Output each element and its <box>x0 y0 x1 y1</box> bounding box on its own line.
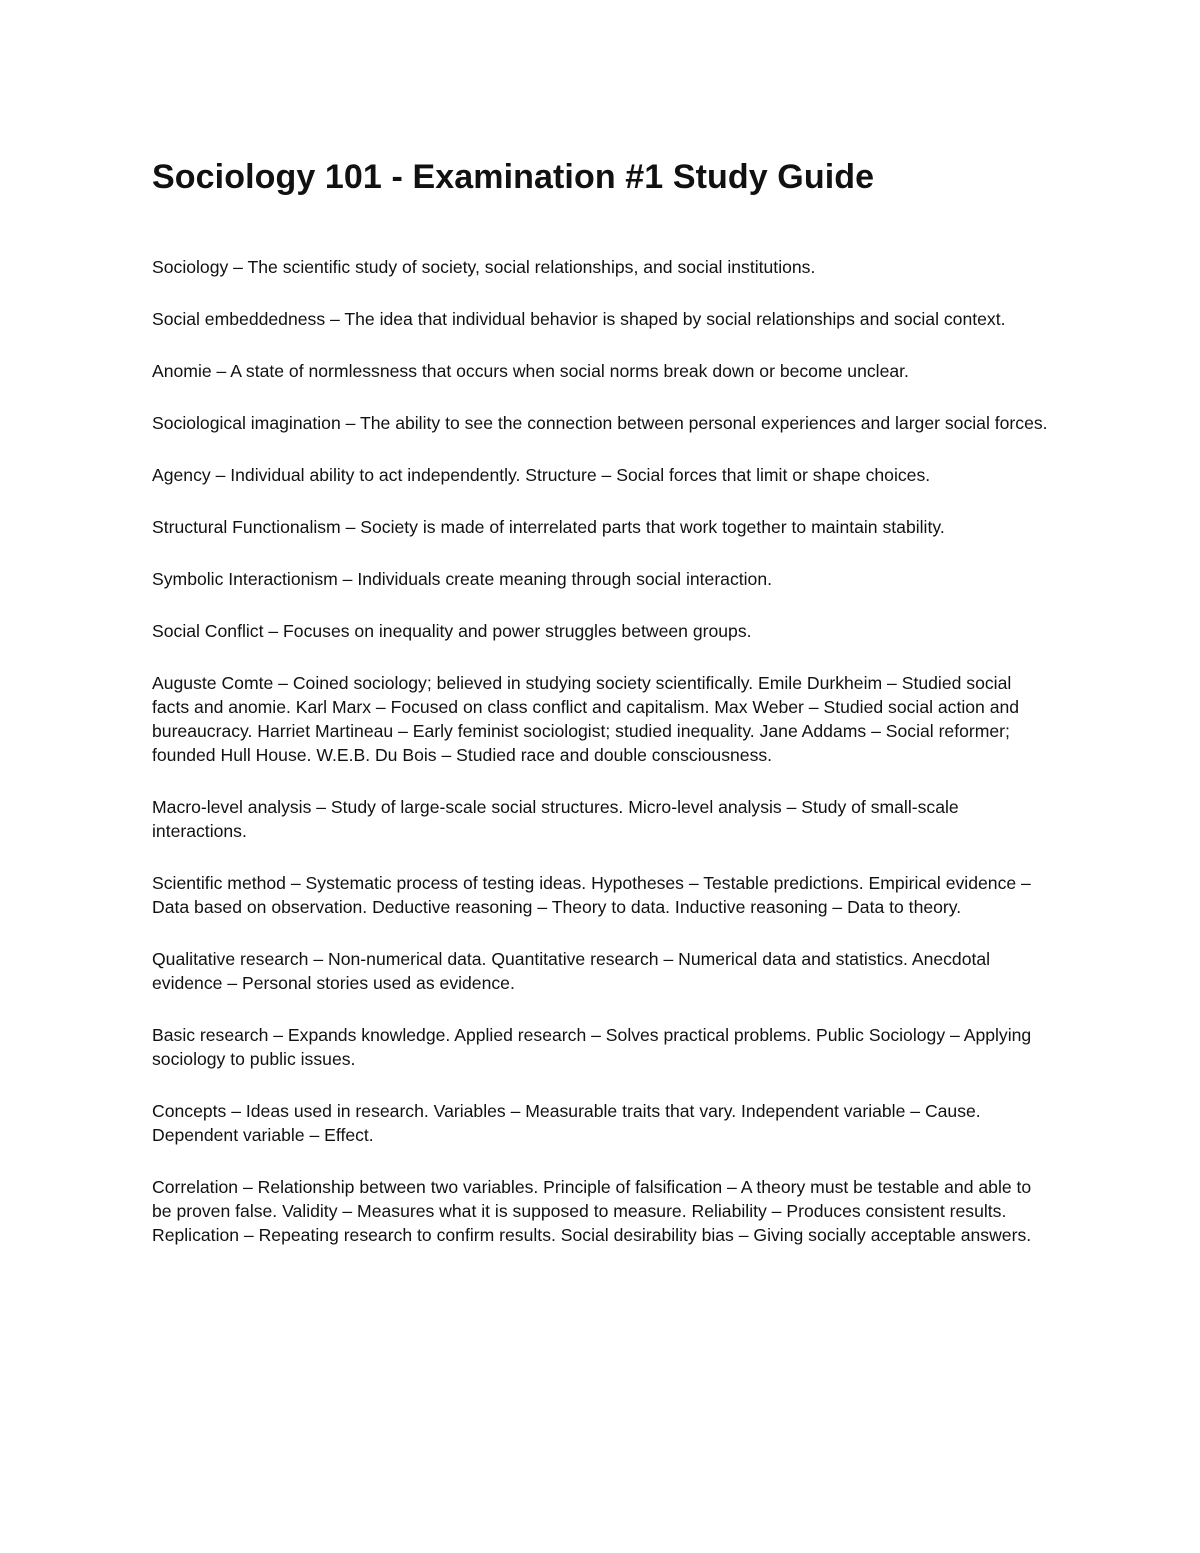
paragraph-theorists: Auguste Comte – Coined sociology; believed in studying society scientifically. Emile Durkheim – Studied social facts and anomie. Karl Marx – Focused on class conflict and capitalism. Max Weber – Studied social action and bureaucracy. Harriet Martineau – Early feminist sociologist; studied inequality. Jane Addams – Social reformer; founded Hull House. W.E.B. Du Bois – Studied race and double consciousness. <box>152 673 1020 765</box>
paragraph-correlation-validity: Correlation – Relationship between two variables. Principle of falsification – A theory must be testable and able to be proven false. Validity – Measures what it is supposed to measure. Reliability – Produces consistent results. Replication – Repeating research to confirm results. Social desirability bias – Giving socially acceptable answers. <box>152 1177 1032 1245</box>
paragraph-scientific-method: Scientific method – Systematic process of testing ideas. Hypotheses – Testable predictions. Empirical evidence – Data based on observation. Deductive reasoning – Theory to data. Inductive reasoning – Data to theory. <box>152 873 1031 917</box>
document-page <box>152 152 1052 1275</box>
paragraph-social-conflict: Social Conflict – Focuses on inequality and power struggles between groups. <box>152 621 752 641</box>
paragraph-symbolic-interactionism: Symbolic Interactionism – Individuals create meaning through social interaction. <box>152 569 773 589</box>
paragraph-concepts-variables: Concepts – Ideas used in research. Variables – Measurable traits that vary. Independent variable – Cause. Dependent variable – Effect. <box>152 1101 981 1145</box>
paragraph-sociological-imagination: Sociological imagination – The ability to see the connection between personal experiences and larger social forces. <box>152 413 1048 433</box>
paragraph-agency-structure: Agency – Individual ability to act independently. Structure – Social forces that limit or shape choices. <box>152 465 931 485</box>
paragraph-research-types: Qualitative research – Non-numerical data. Quantitative research – Numerical data and statistics. Anecdotal evidence – Personal stories used as evidence. <box>152 949 991 993</box>
paragraph-macro-micro: Macro-level analysis – Study of large-scale social structures. Micro-level analysis – Study of small-scale interactions. <box>152 797 959 841</box>
document-title: Sociology 101 - Examination #1 Study Guide <box>152 158 875 196</box>
paragraph-anomie: Anomie – A state of normlessness that occurs when social norms break down or become unclear. <box>152 361 909 381</box>
paragraph-social-embeddedness: Social embeddedness – The idea that individual behavior is shaped by social relationships and social context. <box>152 309 1006 329</box>
paragraph-sociology: Sociology – The scientific study of society, social relationships, and social institutions. <box>152 257 816 277</box>
paragraph-basic-applied-research: Basic research – Expands knowledge. Applied research – Solves practical problems. Public Sociology – Applying sociology to public issues. <box>152 1025 1032 1069</box>
paragraph-structural-functionalism: Structural Functionalism – Society is made of interrelated parts that work together to maintain stability. <box>152 517 945 537</box>
